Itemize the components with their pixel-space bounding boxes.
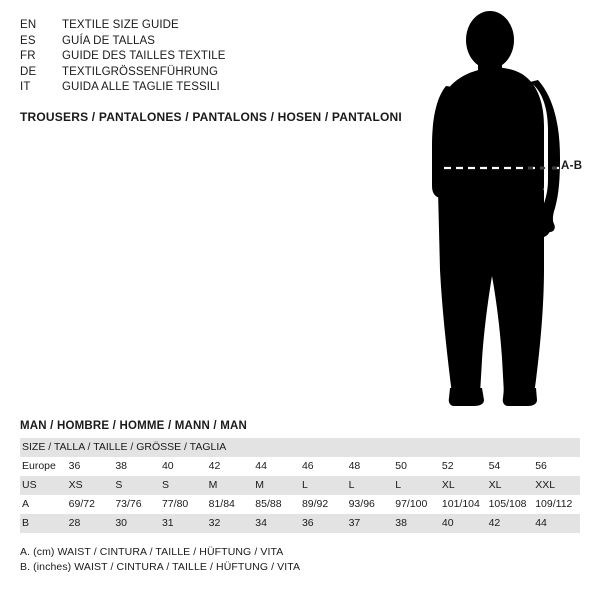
table-cell: L <box>393 476 440 495</box>
table-row <box>20 438 580 457</box>
row-label: Europe <box>20 457 67 476</box>
language-text: GUIDA ALLE TAGLIE TESSILI <box>62 81 220 93</box>
table-cell: 44 <box>253 457 300 476</box>
row-label: A <box>20 495 67 514</box>
language-row <box>20 49 226 65</box>
table-cell: 52 <box>440 457 487 476</box>
table-cell: 38 <box>113 457 160 476</box>
language-row <box>20 80 226 96</box>
table-cell: 31 <box>160 514 207 533</box>
language-row <box>20 34 226 50</box>
table-row <box>20 495 580 514</box>
table-cell: 42 <box>207 457 254 476</box>
table-cell: 50 <box>393 457 440 476</box>
table-cell: 42 <box>487 514 534 533</box>
table-row <box>20 457 580 476</box>
table-cell: 37 <box>347 514 394 533</box>
table-cell: XL <box>487 476 534 495</box>
language-text: GUIDE DES TAILLES TEXTILE <box>62 50 226 62</box>
measure-label-ab: A-B <box>561 160 583 172</box>
language-code: ES <box>20 34 36 47</box>
language-code: DE <box>20 65 37 78</box>
row-label: B <box>20 514 67 533</box>
table-cell: 97/100 <box>393 495 440 514</box>
table-cell: XXL <box>533 476 580 495</box>
table-cell: 36 <box>300 514 347 533</box>
table-cell: M <box>253 476 300 495</box>
footnote-a: A. (cm) WAIST / CINTURA / TAILLE / HÜFTUNG / VITA <box>20 546 284 558</box>
language-header <box>20 18 226 96</box>
row-label: SIZE / TALLA / TAILLE / GRÖSSE / TAGLIA <box>20 438 580 457</box>
table-cell: L <box>300 476 347 495</box>
language-code: EN <box>20 19 37 31</box>
table-cell: 77/80 <box>160 495 207 514</box>
footnotes <box>20 545 580 575</box>
table-cell: 73/76 <box>113 495 160 514</box>
table-cell: 36 <box>67 457 114 476</box>
language-code: IT <box>20 81 31 93</box>
table-cell: 81/84 <box>207 495 254 514</box>
product-title: TROUSERS / PANTALONES / PANTALONS / HOSEN / PANTALONI <box>20 109 402 124</box>
male-figure-silhouette-icon <box>398 8 588 408</box>
table-cell: 32 <box>207 514 254 533</box>
table-cell: 54 <box>487 457 534 476</box>
language-text: TEXTILE SIZE GUIDE <box>62 19 179 31</box>
size-table-section <box>20 420 580 575</box>
table-cell: 30 <box>113 514 160 533</box>
table-cell: 40 <box>160 457 207 476</box>
table-cell: 46 <box>300 457 347 476</box>
table-cell: 93/96 <box>347 495 394 514</box>
table-cell: 48 <box>347 457 394 476</box>
table-cell: 40 <box>440 514 487 533</box>
table-cell: 38 <box>393 514 440 533</box>
language-row <box>20 65 226 81</box>
table-row <box>20 514 580 533</box>
row-label: US <box>20 476 67 495</box>
table-cell: XS <box>67 476 114 495</box>
table-cell: 101/104 <box>440 495 487 514</box>
table-cell: M <box>207 476 254 495</box>
table-caption: MAN / HOMBRE / HOMME / MANN / MAN <box>20 420 248 432</box>
table-cell: 109/112 <box>533 495 580 514</box>
language-text: TEXTILGRÖSSENFÜHRUNG <box>62 65 218 78</box>
table-cell: S <box>160 476 207 495</box>
table-cell: S <box>113 476 160 495</box>
table-cell: 105/108 <box>487 495 534 514</box>
language-text: GUÍA DE TALLAS <box>62 34 156 47</box>
table-cell: 44 <box>533 514 580 533</box>
table-cell: 34 <box>253 514 300 533</box>
table-cell: 56 <box>533 457 580 476</box>
language-row <box>20 18 226 34</box>
table-cell: 85/88 <box>253 495 300 514</box>
language-code: FR <box>20 50 36 62</box>
size-table <box>20 438 580 533</box>
footnote-b: B. (inches) WAIST / CINTURA / TAILLE / HÜFTUNG / VITA <box>20 561 301 573</box>
table-cell: 28 <box>67 514 114 533</box>
table-cell: L <box>347 476 394 495</box>
table-cell: 69/72 <box>67 495 114 514</box>
table-cell: XL <box>440 476 487 495</box>
table-row <box>20 476 580 495</box>
figure-container <box>398 8 588 408</box>
table-cell: 89/92 <box>300 495 347 514</box>
